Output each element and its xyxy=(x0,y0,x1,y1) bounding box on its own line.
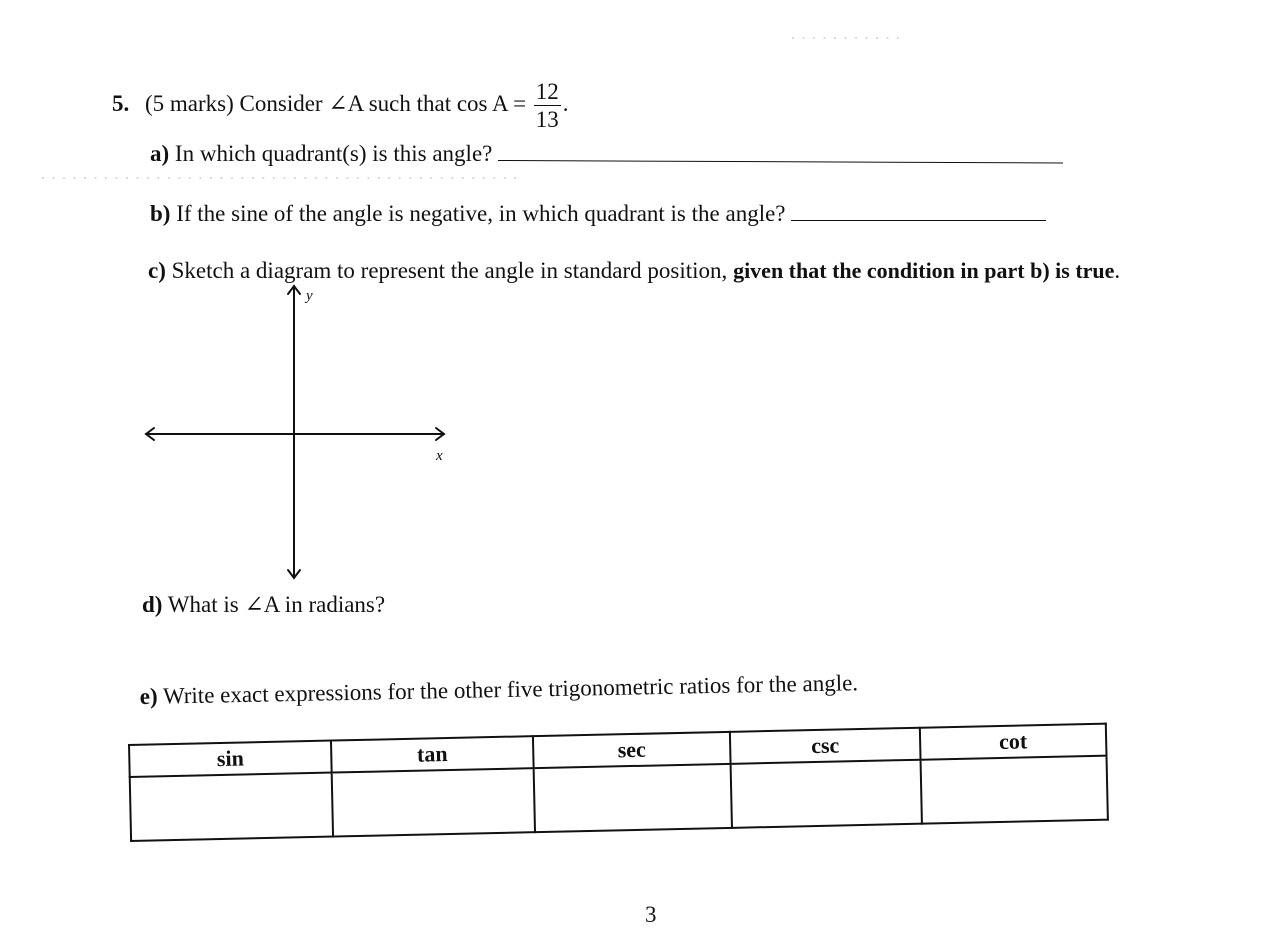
header-sin: sin xyxy=(129,741,332,777)
part-d-label: d) xyxy=(142,592,163,617)
question-header xyxy=(112,80,569,131)
page-number: 3 xyxy=(645,902,657,927)
part-a-answer-line[interactable] xyxy=(498,138,1063,163)
cos-fraction xyxy=(534,80,561,131)
axes-diagram[interactable] xyxy=(140,280,460,590)
part-c-label: c) xyxy=(148,258,166,283)
fraction-denominator: 13 xyxy=(535,107,559,132)
part-a-label: a) xyxy=(150,141,170,166)
part-c-text: Sketch a diagram to represent the angle in standard position, xyxy=(171,258,728,283)
answer-cell-sin[interactable] xyxy=(130,773,333,841)
trig-ratio-table xyxy=(128,723,1109,842)
part-b-text: If the sine of the angle is negative, in which quadrant is the angle? xyxy=(176,201,786,226)
header-cot: cot xyxy=(920,724,1107,760)
part-e-text: Write exact expressions for the other five trigonometric ratios for the angle. xyxy=(162,670,859,709)
part-b-answer-line[interactable] xyxy=(791,198,1046,221)
part-d xyxy=(142,592,385,618)
part-b xyxy=(150,198,1046,227)
trig-ratio-table-wrap xyxy=(128,723,1109,842)
part-d-text: What is ∠A in radians? xyxy=(167,592,386,617)
question-intro: (5 marks) Consider ∠A such that cos A = xyxy=(145,90,527,116)
part-b-label: b) xyxy=(150,201,171,226)
header-sec: sec xyxy=(533,732,731,768)
header-tan: tan xyxy=(331,736,534,772)
question-number: 5. xyxy=(112,90,130,116)
part-e xyxy=(140,670,859,710)
y-axis-label: y xyxy=(306,288,313,304)
part-c-bold-text: given that the condition in part b) is true xyxy=(733,258,1115,283)
ghost-text-top: · · · · · · · · · · · xyxy=(790,28,901,48)
answer-cell-sec[interactable] xyxy=(534,764,732,832)
answer-cell-tan[interactable] xyxy=(332,768,535,836)
part-a xyxy=(150,138,1063,167)
part-c-end: . xyxy=(1114,258,1121,283)
x-axis-label: x xyxy=(436,448,443,464)
header-csc: csc xyxy=(730,728,921,764)
answer-cell-cot[interactable] xyxy=(921,756,1108,824)
fraction-numerator: 12 xyxy=(535,79,559,104)
answer-cell-csc[interactable] xyxy=(731,760,922,828)
part-a-text: In which quadrant(s) is this angle? xyxy=(174,141,493,166)
ghost-text-middle: · · · · · · · · · · · · · · · · · · · · · · · · · · · · · · · · · · · · · · · · · · · · · · xyxy=(40,168,519,188)
question-intro-end: . xyxy=(562,90,569,116)
part-e-label: e) xyxy=(139,683,158,710)
